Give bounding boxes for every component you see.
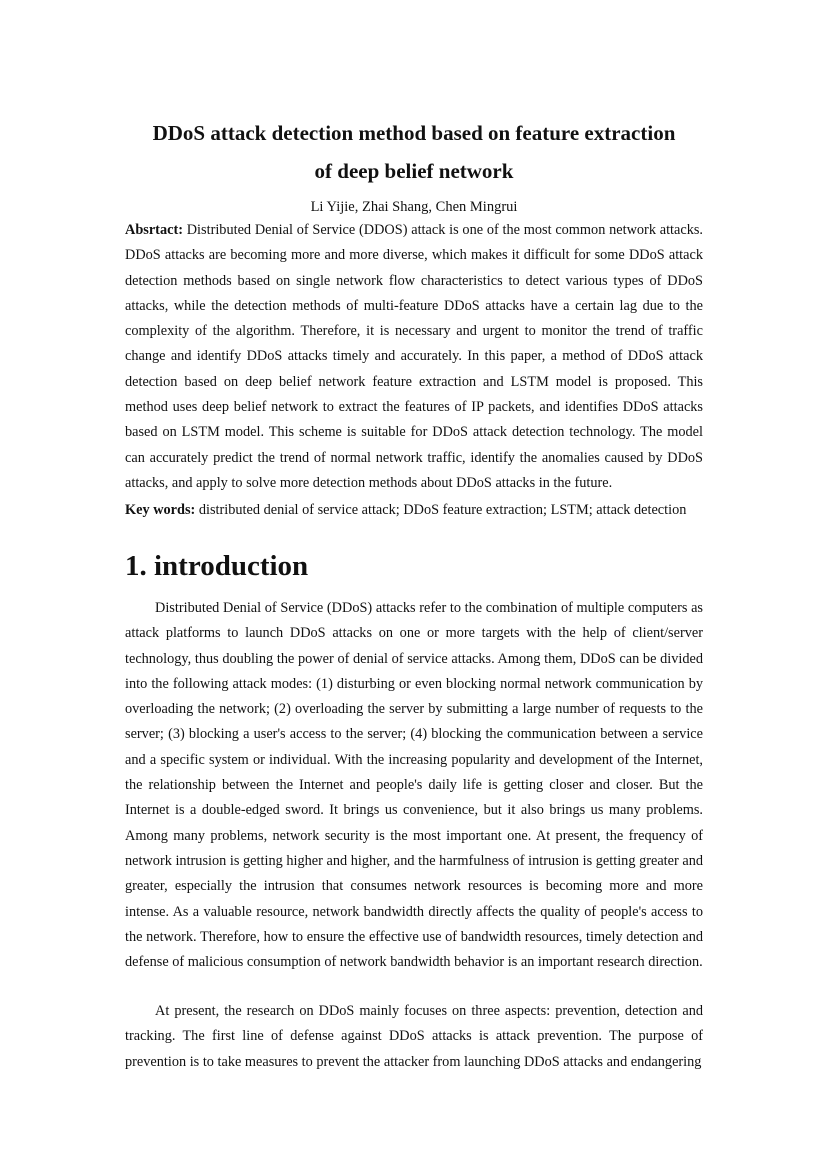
body-paragraph: Distributed Denial of Service (DDoS) attacks refer to the combination of multiple computers as attack platforms to launch DDoS attacks on one or more targets with the help of client/server technology, thus doubling the power of denial of service attacks. Among them, DDoS can be divided into the following attack modes: (1) disturbing or even blocking normal network communication by overloading the network; (2) overloading the server by submitting a large number of requests to the server; (3) blocking a user's access to the server; (4) blocking the communication between a service and a specific system or individual. With the increasing popularity and development of the Internet, the relationship between the Internet and people's daily life is getting closer and closer. But the Internet is a double-edged sword. It brings us convenience, but it also brings us many problems. Among many problems, network security is the most important one. At present, the frequency of network intrusion is getting higher and higher, and the harmfulness of intrusion is getting greater and greater, especially the intrusion that consumes network resources is becoming more and more intense. As a valuable resource, network bandwidth directly affects the quality of people's access to the network. Therefore, how to ensure the effective use of bandwidth resources, timely detection and defense of malicious consumption of network bandwidth behavior is an important research direction. [125,600,703,971]
abstract [125,218,703,496]
paper-title [100,114,728,190]
abstract-text: Distributed Denial of Service (DDOS) attack is one of the most common network attacks. DDoS attacks are becoming more and more diverse, which makes it difficult for some DDoS attack detection methods based on single network flow characteristics to detect various types of DDoS attacks, while the detection methods of multi-feature DDoS attacks have a certain lag due to the complexity of the algorithm. Therefore, it is necessary and urgent to monitor the trend of traffic change and identify DDoS attacks timely and accurately. In this paper, a method of DDoS attack detection based on deep belief network feature extraction and LSTM model is proposed. This method uses deep belief network to extract the features of IP packets, and identifies DDoS attacks based on LSTM model. This scheme is suitable for DDoS attack detection technology. The model can accurately predict the trend of normal network traffic, identify the anomalies caused by DDoS attacks, and apply to solve more detection methods about DDoS attacks in the future. [125,222,703,491]
section-heading: 1. introduction [125,550,309,582]
keywords [125,498,725,523]
title-line-2: of deep belief network [314,159,514,183]
keywords-text: distributed denial of service attack; DDoS feature extraction; LSTM; attack detection [195,502,687,518]
abstract-label: Absrtact: [125,222,183,238]
keywords-label: Key words: [125,502,196,518]
title-line-1: DDoS attack detection method based on feature extraction [152,121,676,145]
body-paragraph: At present, the research on DDoS mainly focuses on three aspects: prevention, detection and tracking. The first line of defense against DDoS attacks is attack prevention. The purpose of prevention is to take measures to prevent the attacker from launching DDoS attacks and endangering [125,1003,703,1070]
author-list: Li Yijie, Zhai Shang, Chen Mingrui [310,199,518,215]
